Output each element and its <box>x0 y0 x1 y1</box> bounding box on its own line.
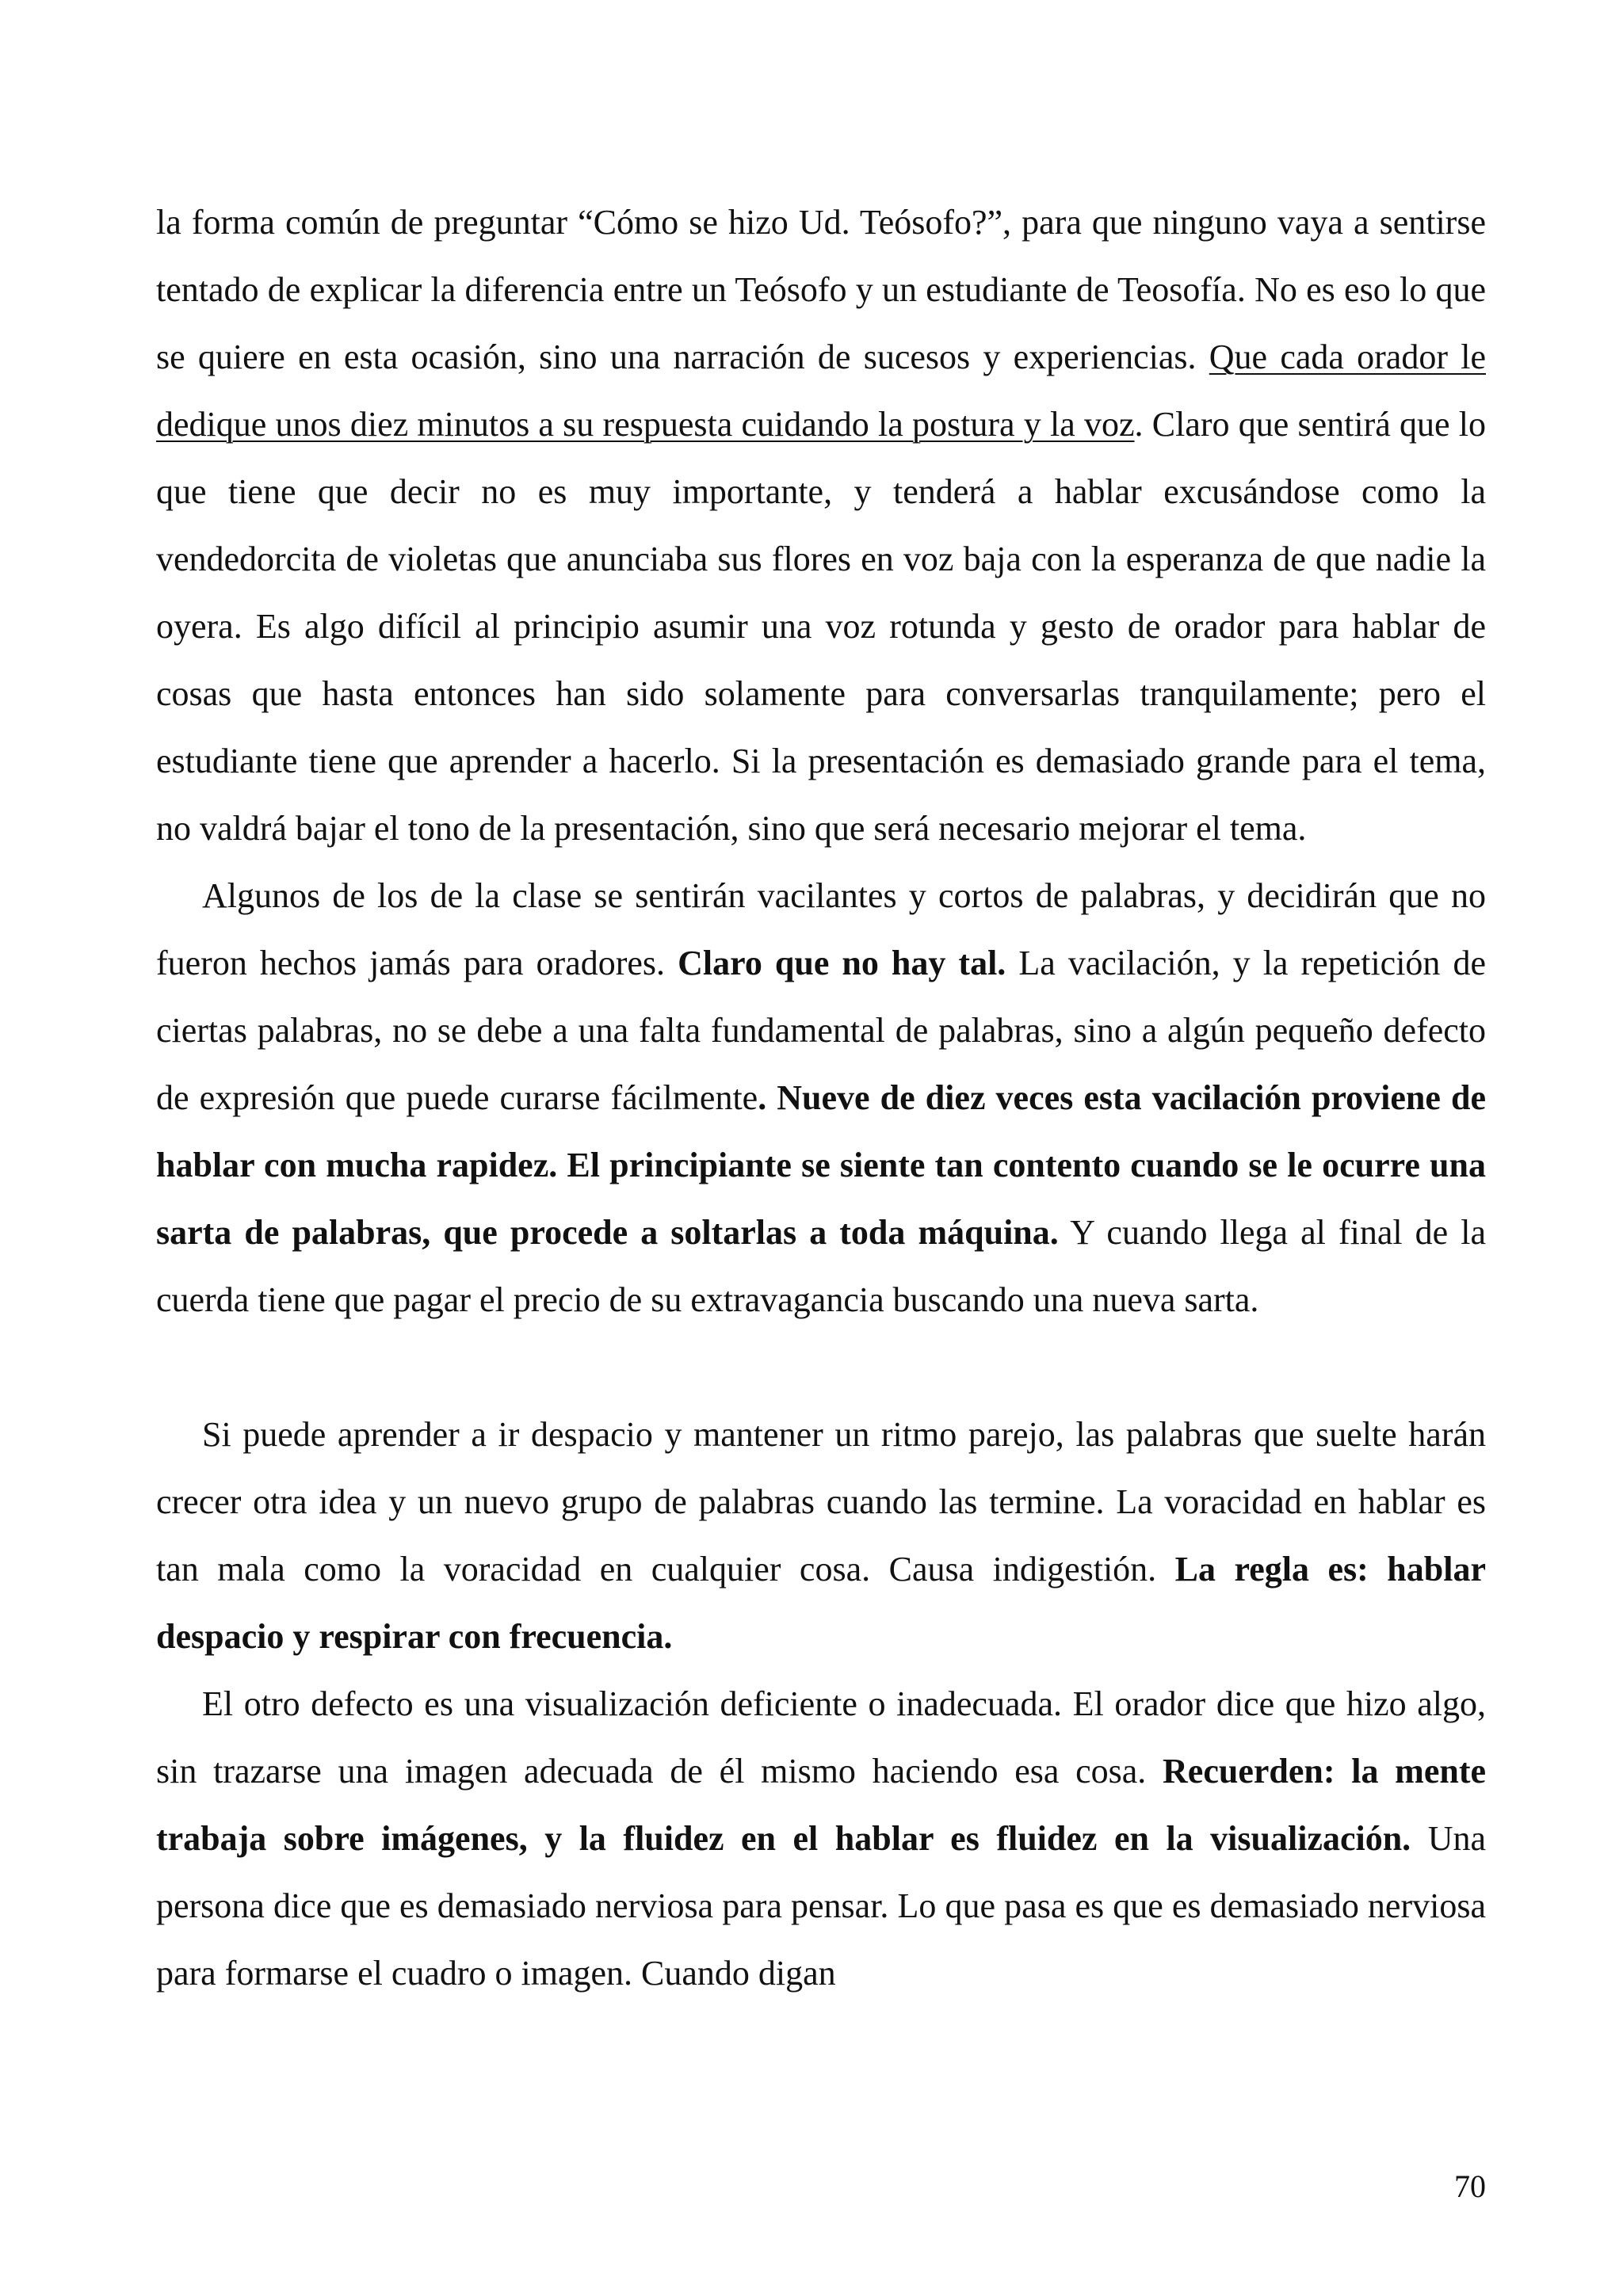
page-number: 70 <box>1454 2168 1486 2204</box>
text-run: Y cuando llega al final de la cuerda tiene que pagar el precio de su extravagancia buscando una nueva sarta. <box>156 1213 1486 1319</box>
body-text <box>156 189 1486 2007</box>
bold-text: La regla es: hablar despacio y respirar con frecuencia. <box>156 1550 1486 1656</box>
paragraph-2 <box>156 862 1486 1333</box>
underlined-text: Que cada orador le dedique unos diez minutos a su respuesta cuidando la postura y la voz <box>156 338 1486 444</box>
text-run: Algunos de los de la clase se sentirán vacilantes y cortos de palabras, y decidirán que no fueron hechos jamás para oradores. <box>156 876 1486 982</box>
text-run: . Claro que sentirá que lo que tiene que decir no es muy importante, y tenderá a hablar excusándose como la vendedorcita de violetas que anunciaba sus flores en voz baja con la esperanza de que nadie la oyera. Es algo difícil al principio asumir una voz rotunda y gesto de orador para hablar de cosas que hasta entonces han sido solamente para conversarlas tranquilamente; pero el estudiante tiene que aprender a hacerlo. Si la presentación es demasiado grande para el tema, no valdrá bajar el tono de la presentación, sino que será necesario mejorar el tema. <box>156 405 1487 848</box>
text-run: la forma común de preguntar “Cómo se hizo Ud. Teósofo?”, para que ninguno vaya a sentirse tentado de explicar la diferencia entre un Teósofo y un estudiante de Teosofía. No es eso lo que se quiere en esta ocasión, sino una narración de sucesos y experiencias. <box>156 203 1486 376</box>
text-run: La vacilación, y la repetición de ciertas palabras, no se debe a una falta fundamental de palabras, sino a algún pequeño defecto de expresión que puede curarse fácilmente <box>156 944 1486 1117</box>
paragraph-3 <box>156 1401 1486 1670</box>
bold-text: Claro que no hay tal. <box>678 944 1006 982</box>
bold-text: . Nueve de diez veces esta vacilación proviene de hablar con mucha rapidez. El principiante se siente tan contento cuando se le ocurre una sarta de palabras, que procede a soltarlas a toda máquina. <box>156 1078 1486 1252</box>
text-run: El otro defecto es una visualización deficiente o inadecuada. El orador dice que hizo algo, sin trazarse una imagen adecuada de él mismo haciendo esa cosa. <box>156 1684 1486 1791</box>
paragraph-1 <box>156 189 1486 862</box>
text-run: Una persona dice que es demasiado nerviosa para pensar. Lo que pasa es que es demasiado nerviosa para formarse el cuadro o imagen. Cuando digan <box>156 1819 1486 1993</box>
text-run: Si puede aprender a ir despacio y mantener un ritmo parejo, las palabras que suelte harán crecer otra idea y un nuevo grupo de palabras cuando las termine. La voracidad en hablar es tan mala como la voracidad en cualquier cosa. Causa indigestión. <box>156 1415 1486 1589</box>
bold-text: Recuerden: la mente trabaja sobre imágenes, y la fluidez en el hablar es fluidez en la visualización. <box>156 1752 1487 1858</box>
paragraph-4 <box>156 1670 1486 2007</box>
